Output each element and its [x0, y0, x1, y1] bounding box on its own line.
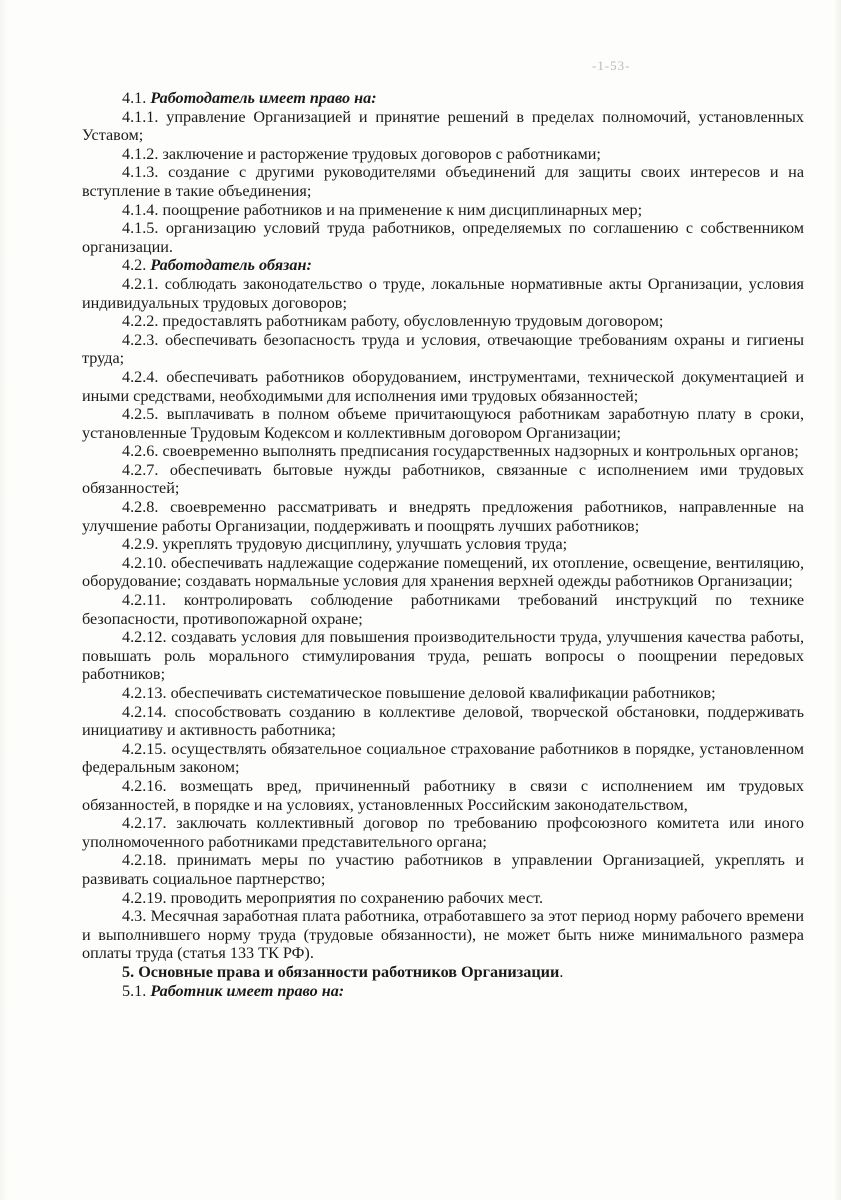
- paragraph-5-1: [82, 982, 804, 1001]
- paragraph-text: выплачивать в полном объеме причитающуюся работникам заработную плату в сроки, установленные Трудовым Кодексом и коллективным договором Организации;: [82, 405, 804, 442]
- paragraph-text: предоставлять работникам работу, обусловленную трудовым договором;: [162, 312, 664, 331]
- paragraph-text: обеспечивать работников оборудованием, инструментами, технической документацией и иными средствами, необходимыми для исполнения ими трудовых обязанностей;: [82, 367, 805, 405]
- paragraph-suffix: .: [559, 962, 564, 981]
- paragraph-4-2-7: [82, 461, 804, 498]
- paragraph-4-2-11: [82, 591, 804, 628]
- paragraph-4-2-13: [82, 684, 804, 703]
- paragraph-4-1-2: [82, 145, 804, 164]
- paragraph-text: своевременно рассматривать и внедрять предложения работников, направленные на улучшение работы Организации, поддерживать и поощрять лучших работников;: [82, 498, 804, 535]
- paragraph-text: проводить мероприятия по сохранению рабочих мест.: [170, 888, 544, 907]
- paragraph-text: укреплять трудовую дисциплину, улучшать условия труда;: [162, 535, 568, 554]
- paragraph-text: обеспечивать бытовые нужды работников, связанные с исполнением ими трудовых обязанностей;: [82, 460, 805, 498]
- paragraph-4-2-16: [82, 777, 804, 814]
- paragraph-4-2-2: [82, 312, 804, 331]
- paragraph-number: 4.2.6.: [122, 442, 159, 461]
- paragraph-4-1: [82, 89, 804, 108]
- paragraph-4-2-17: [82, 814, 804, 851]
- paragraph-4-2-10: [82, 554, 804, 591]
- paragraph-4-1-3: [82, 163, 804, 200]
- paragraph-4-1-5: [82, 219, 804, 256]
- paragraph-4-2-6: [82, 442, 804, 461]
- paragraph-4-2-3: [82, 331, 804, 368]
- paragraph-4-2-5: [82, 405, 804, 442]
- paragraph-text: способствовать созданию в коллективе деловой, творческой обстановки, поддерживать инициативу и активность работника;: [82, 702, 804, 740]
- paragraph-4-2-15: [82, 740, 804, 777]
- paragraph-number: 4.2.14.: [122, 702, 167, 721]
- paragraph-number: 4.2.: [122, 256, 147, 275]
- paragraph-number: 4.2.11.: [122, 591, 166, 610]
- paragraph-text: Работодатель обязан:: [150, 256, 312, 275]
- paragraph-4-2-8: [82, 498, 804, 535]
- paragraph-number: 4.2.10.: [122, 553, 167, 572]
- paragraph-text: своевременно выполнять предписания государственных надзорных и контрольных органов;: [162, 442, 799, 461]
- paragraph-number: 4.2.5.: [122, 405, 159, 424]
- paragraph-text: создавать условия для повышения производительности труда, улучшения качества работы, повышать роль морального стимулирования труда, решать вопросы о поощрении передовых работников;: [82, 628, 805, 684]
- paragraph-5: [82, 963, 804, 982]
- paragraph-number: 4.3.: [122, 907, 147, 926]
- paragraph-4-2-9: [82, 535, 804, 554]
- paragraph-number: 4.2.16.: [122, 776, 167, 795]
- paragraph-text: обеспечивать безопасность труда и условия, отвечающие требованиям охраны и гигиены труда;: [82, 330, 804, 368]
- paragraph-number: 4.2.19.: [122, 888, 167, 907]
- paragraph-text: заключать коллективный договор по требованию профсоюзного комитета или иного уполномоченного работниками представительного органа;: [82, 814, 805, 851]
- paragraph-4-2-14: [82, 703, 804, 740]
- paragraph-number: 4.2.1.: [122, 274, 159, 293]
- paragraph-number: 4.2.15.: [122, 739, 167, 758]
- paragraph-number: 4.2.7.: [122, 460, 159, 479]
- paragraph-4-1-4: [82, 201, 804, 220]
- paragraph-number: 4.2.18.: [122, 851, 167, 870]
- paragraph-text: обеспечивать надлежащие содержание помещений, их отопление, освещение, вентиляцию, оборудование; создавать нормальные условия для хранения верхней одежды работников Организации;: [82, 553, 805, 591]
- paragraph-text: обеспечивать систематическое повышение деловой квалификации работников;: [170, 684, 716, 702]
- paragraph-4-2-19: [82, 889, 804, 908]
- stamp-mark: -1-53-: [592, 58, 631, 73]
- paragraph-text: поощрение работников и на применение к ним дисциплинарных мер;: [162, 200, 643, 219]
- paragraph-number: 4.1.: [122, 89, 147, 107]
- paragraph-4-2-12: [82, 628, 804, 684]
- paragraph-number: 4.2.13.: [122, 684, 167, 702]
- paragraph-number: 4.2.2.: [122, 312, 159, 331]
- paragraph-text: организацию условий труда работников, определяемых по соглашению с собственником организации.: [82, 219, 805, 256]
- paragraph-text: создание с другими руководителями объединений для защиты своих интересов и на вступление в такие объединения;: [82, 163, 804, 200]
- paragraph-number: 4.2.9.: [122, 535, 159, 554]
- paragraph-text: осуществлять обязательное социальное страхование работников в порядке, установленном федеральным законом;: [82, 739, 804, 777]
- paragraph-text: управление Организацией и принятие решений в пределах полномочий, установленных Уставом;: [82, 107, 805, 145]
- paragraph-text: Работник имеет право на:: [150, 981, 345, 1000]
- paragraph-number: 5.1.: [122, 981, 147, 1000]
- paragraph-4-2-1: [82, 275, 804, 312]
- paragraph-number: 4.2.17.: [122, 814, 167, 833]
- paragraph-number: 4.2.12.: [122, 628, 167, 647]
- paragraph-text: Основные права и обязанности работников Организации: [138, 962, 560, 981]
- paragraph-text: Месячная заработная плата работника, отработавшего за этот период норму рабочего времени и выполнившего норму труда (трудовые обязанности), не может быть ниже минимального размера оплаты труда (статья 133 ТК РФ).: [82, 907, 804, 963]
- paragraph-text: соблюдать законодательство о труде, локальные нормативные акты Организации, условия индивидуальных трудовых договоров;: [82, 274, 804, 312]
- paragraph-number: 4.1.4.: [122, 200, 159, 219]
- paragraph-text: контролировать соблюдение работниками требований инструкций по технике безопасности, противопожарной охране;: [82, 591, 805, 628]
- paragraph-number: 4.1.1.: [122, 107, 159, 126]
- paragraph-number: 4.1.5.: [122, 219, 159, 238]
- paragraph-4-2-4: [82, 368, 804, 405]
- paragraph-number: 4.2.3.: [122, 330, 159, 349]
- paragraph-4-3: [82, 907, 804, 963]
- paragraph-4-2: [82, 256, 804, 275]
- paragraph-4-2-18: [82, 851, 804, 888]
- paragraph-number: 4.1.2.: [122, 144, 159, 163]
- paragraph-number: 5.: [122, 962, 135, 981]
- paragraph-4-1-1: [82, 108, 804, 145]
- document-body: [82, 89, 804, 1000]
- paragraph-text: принимать меры по участию работников в управлении Организацией, укреплять и развивать социальное партнерство;: [82, 851, 805, 888]
- paragraph-text: возмещать вред, причиненный работнику в связи с исполнением им трудовых обязанностей, в порядке и на условиях, установленных Российским законодательством,: [82, 776, 804, 814]
- paragraph-number: 4.2.4.: [122, 367, 159, 386]
- paragraph-number: 4.1.3.: [122, 163, 159, 182]
- paragraph-number: 4.2.8.: [122, 498, 159, 517]
- paragraph-text: заключение и расторжение трудовых договоров с работниками;: [162, 144, 601, 163]
- paragraph-text: Работодатель имеет право на:: [150, 89, 377, 107]
